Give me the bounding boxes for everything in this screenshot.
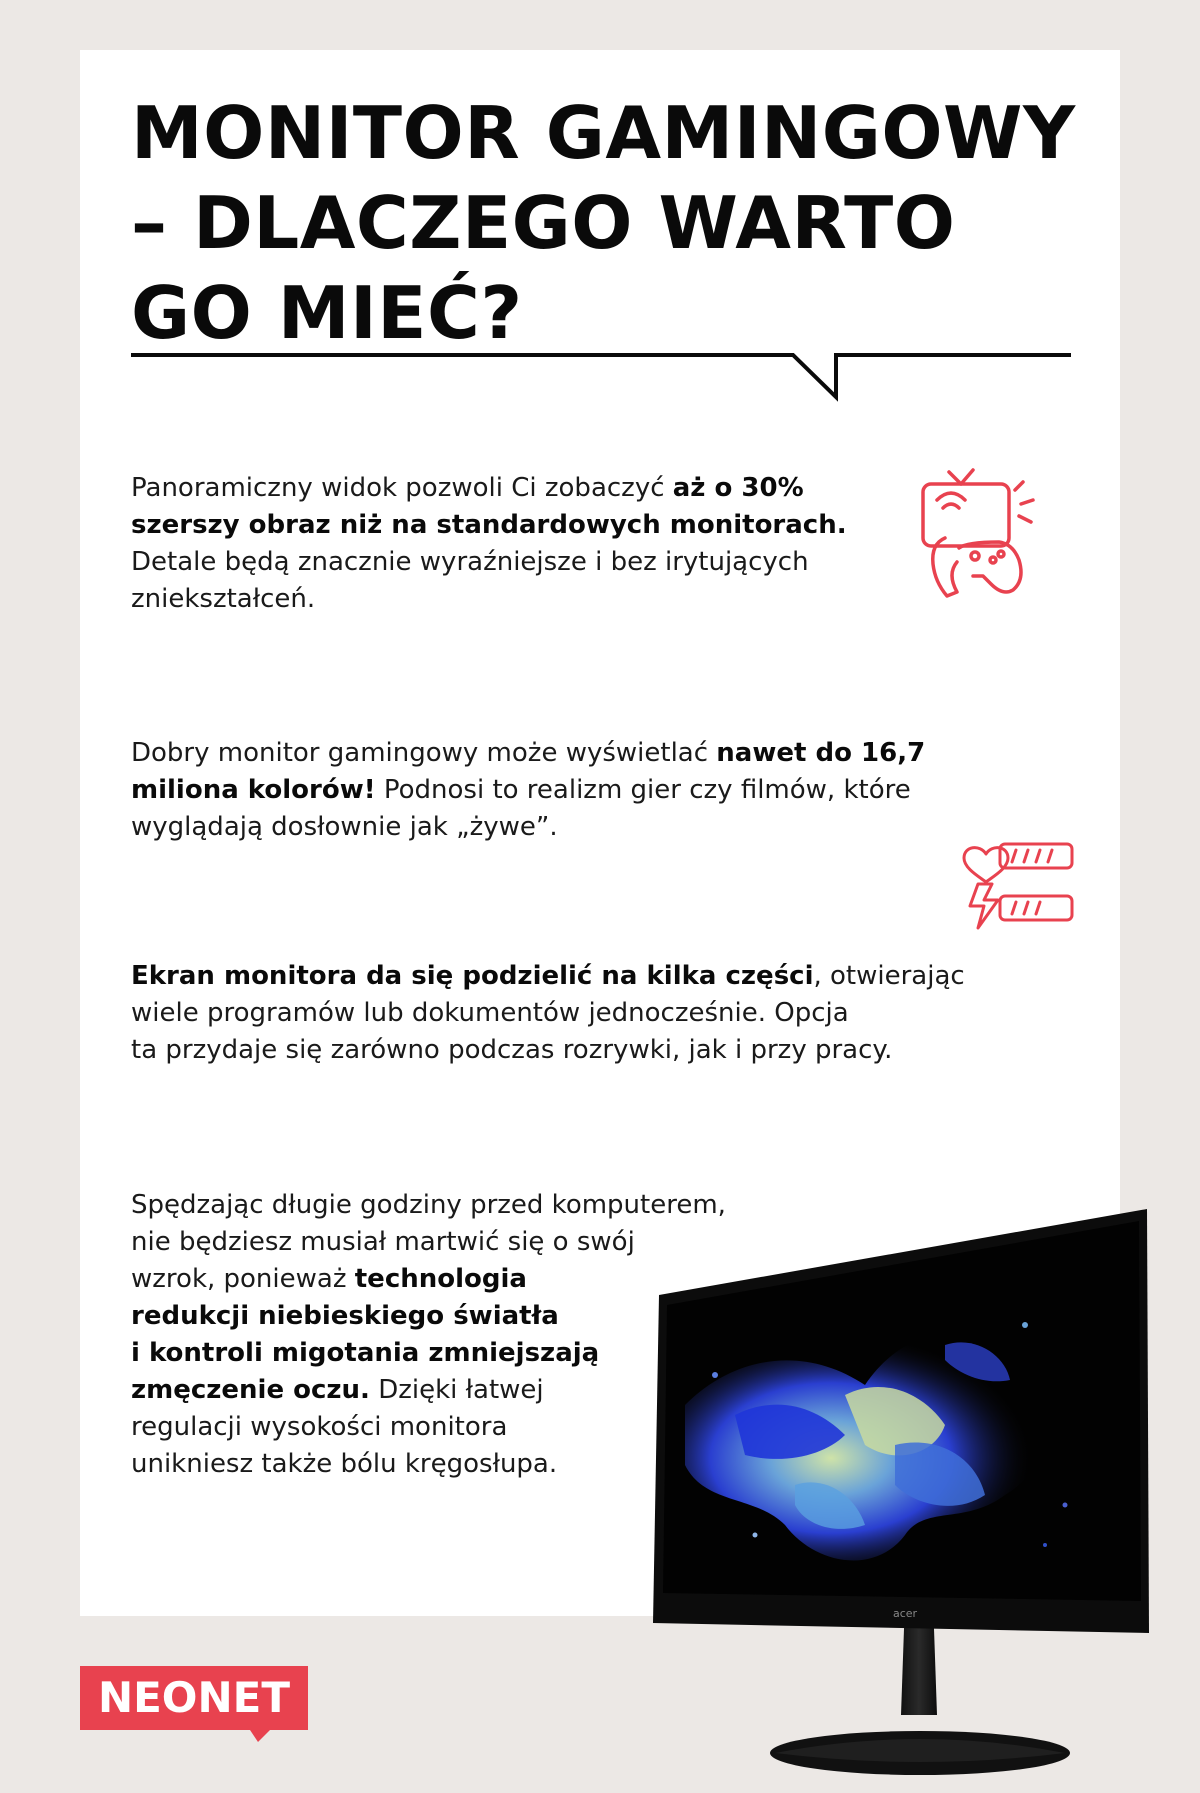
page-title	[131, 88, 1091, 358]
text-line: ta przydaje się zarówno podczas rozrywki, jak i przy pracy.	[131, 1035, 893, 1065]
text-fragment: Dzięki łatwej	[369, 1375, 544, 1405]
paragraph-panoramic-view	[131, 470, 847, 618]
text-line: wyglądają dosłownie jak „żywe”.	[131, 812, 558, 842]
text-line: zniekształceń.	[131, 584, 316, 614]
bold-text: Ekran monitora da się podzielić na kilka części	[131, 961, 814, 991]
text-line: wiele programów lub dokumentów jednocześnie. Opcja	[131, 998, 849, 1028]
text-line: regulacji wysokości monitora	[131, 1412, 508, 1442]
text-fragment: wzrok, ponieważ	[131, 1264, 355, 1294]
logo-text: NEONET	[97, 1673, 291, 1722]
bold-text: nawet do 16,7	[716, 738, 926, 768]
bold-text: miliona kolorów!	[131, 775, 376, 805]
text-line: nie będziesz musiał martwić się o swój	[131, 1227, 635, 1257]
bold-text: i kontroli migotania zmniejszają	[131, 1338, 600, 1368]
bold-text: technologia	[354, 1264, 527, 1294]
paragraph-split-screen	[131, 958, 965, 1069]
health-energy-bars-icon	[962, 832, 1077, 932]
paragraph-colors	[131, 735, 925, 846]
text-fragment: Podnosi to realizm gier czy filmów, które	[375, 775, 911, 805]
text-line: Spędzając długie godziny przed komputerem,	[131, 1190, 726, 1220]
monitor-brand: acer	[892, 1607, 918, 1620]
title-line: MONITOR GAMINGOWY	[131, 91, 1076, 175]
title-line: – DLACZEGO WARTO	[131, 181, 956, 265]
tv-gamepad-icon	[915, 460, 1045, 600]
bold-text: zmęczenie oczu.	[131, 1375, 370, 1405]
text-fragment: , otwierając	[813, 961, 965, 991]
monitor-image	[645, 1205, 1150, 1793]
text-line: unikniesz także bólu kręgosłupa.	[131, 1449, 558, 1479]
bold-text: aż o 30%	[672, 473, 804, 503]
text-fragment: Panoramiczny widok pozwoli Ci zobaczyć	[131, 473, 673, 503]
paragraph-eye-care	[131, 1187, 726, 1483]
speech-bubble-divider	[131, 345, 1076, 405]
text-fragment: Dobry monitor gamingowy może wyświetlać	[131, 738, 717, 768]
bold-text: szerszy obraz niż na standardowych monitorach.	[131, 510, 847, 540]
neonet-logo	[80, 1666, 308, 1738]
title-line: GO MIEĆ?	[131, 271, 523, 355]
text-line: Detale będą znacznie wyraźniejsze i bez irytujących	[131, 547, 809, 577]
bold-text: redukcji niebieskiego światła	[131, 1301, 559, 1331]
